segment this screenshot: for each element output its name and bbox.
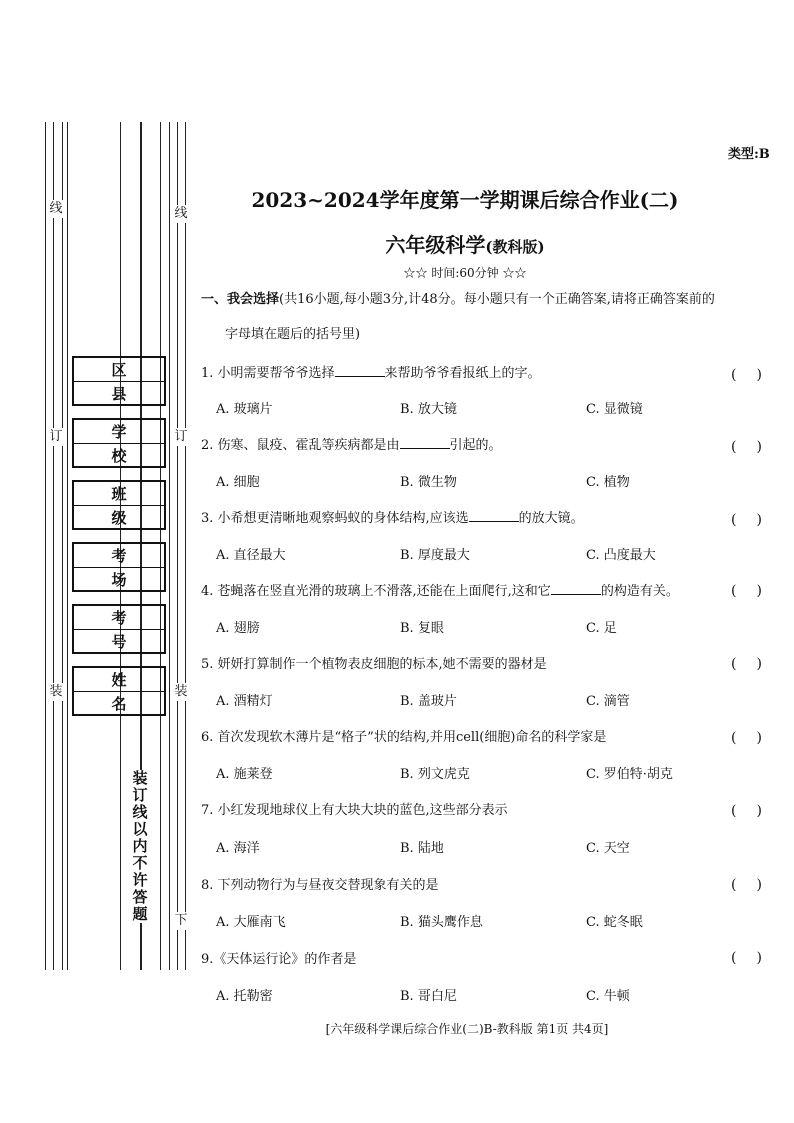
question-text: 1. 小明需要帮爷爷选择 — [201, 366, 335, 381]
answer-paren[interactable]: () — [731, 367, 782, 383]
info-label-name: 姓名 — [74, 668, 164, 692]
question-2 — [201, 434, 502, 453]
question-9 — [201, 948, 356, 967]
option-b: B. 微生物 — [400, 475, 457, 490]
question-text: 3. 小希想更清晰地观察蚂蚁的身体结构,应该选 — [201, 511, 469, 526]
answer-blank[interactable] — [469, 509, 519, 522]
info-box-district[interactable] — [72, 356, 166, 406]
binding-line — [169, 122, 170, 970]
option-c: C. 植物 — [586, 475, 630, 490]
page-title: 2023~2024学年度第一学期课后综合作业(二) — [251, 188, 679, 212]
instruction-text-cont: 字母填在题后的括号里) — [225, 327, 361, 342]
info-label-district: 区县 — [74, 358, 164, 382]
type-tag: 类型:B — [728, 147, 770, 162]
page-footer: [六年级科学课后综合作业(二)B-教科版 第1页 共4页] — [325, 1022, 609, 1036]
option-a: A. 托勒密 — [216, 989, 273, 1004]
option-c: C. 蛇冬眠 — [586, 915, 643, 930]
subject-title — [200, 229, 730, 258]
option-b: B. 复眼 — [400, 621, 444, 636]
binding-line — [185, 122, 186, 970]
binding-line — [62, 122, 63, 970]
question-8 — [201, 874, 439, 893]
option-a: A. 直径最大 — [216, 548, 286, 563]
option-c: C. 罗伯特·胡克 — [586, 767, 673, 782]
binding-mark-xian: 线 — [49, 201, 63, 216]
binding-mark-xia: 下 — [174, 913, 188, 928]
instruction-text: (共16小题,每小题3分,计48分。每小题只有一个正确答案,请将正确答案前的 — [279, 292, 715, 307]
option-b: B. 列文虎克 — [400, 767, 470, 782]
question-text: 的放大镜。 — [518, 511, 584, 526]
option-c: C. 滴管 — [586, 694, 630, 709]
answer-blank[interactable] — [335, 364, 385, 377]
option-c: C. 凸度最大 — [586, 548, 656, 563]
question-text: 5. 妍妍打算制作一个植物表皮细胞的标本,她不需要的器材是 — [201, 657, 547, 672]
answer-paren[interactable]: () — [731, 656, 782, 672]
binding-mark-ding: 订 — [49, 429, 63, 444]
question-text: 7. 小红发现地球仪上有大块大块的蓝色,这些部分表示 — [201, 803, 508, 818]
option-c: C. 天空 — [586, 841, 630, 856]
info-box-exam-room[interactable] — [72, 542, 166, 592]
info-box-exam-number[interactable] — [72, 604, 166, 654]
option-c: C. 牛顿 — [586, 989, 630, 1004]
option-b: B. 猫头鹰作息 — [400, 915, 483, 930]
question-text: 9.《天体运行论》的作者是 — [201, 952, 357, 967]
answer-paren[interactable]: () — [731, 730, 782, 746]
question-3 — [201, 507, 584, 526]
question-text: 的构造有关。 — [600, 584, 679, 599]
question-7 — [201, 799, 508, 818]
info-box-school[interactable] — [72, 418, 166, 468]
question-4 — [201, 580, 679, 599]
answer-blank[interactable] — [551, 582, 601, 595]
question-6 — [201, 726, 606, 745]
question-text: 6. 首次发现软木薄片是“格子”状的结构,并用cell(细胞)命名的科学家是 — [201, 730, 607, 745]
option-a: A. 细胞 — [216, 475, 260, 490]
answer-paren[interactable]: () — [731, 439, 782, 455]
info-box-name[interactable] — [72, 666, 166, 716]
section-heading: 一、我会选择 — [201, 292, 280, 307]
option-b: B. 盖玻片 — [400, 694, 457, 709]
option-a: A. 酒精灯 — [216, 694, 273, 709]
question-5 — [201, 653, 547, 672]
option-a: A. 大雁南飞 — [216, 915, 286, 930]
question-text: 2. 伤寒、鼠疫、霍乱等疾病都是由 — [201, 438, 400, 453]
option-a: A. 玻璃片 — [216, 402, 273, 417]
option-a: A. 海洋 — [216, 841, 260, 856]
answer-blank[interactable] — [400, 436, 450, 449]
option-b: B. 哥白尼 — [400, 989, 457, 1004]
question-text: 引起的。 — [449, 438, 502, 453]
subject-edition: (教科版) — [485, 238, 545, 256]
info-label-school: 学校 — [74, 420, 164, 444]
binding-notice: 装订线以内不许答题 — [129, 770, 151, 923]
option-a: A. 翅膀 — [216, 621, 260, 636]
question-1 — [201, 362, 541, 381]
binding-line — [45, 122, 46, 970]
binding-mark-xian: 线 — [174, 206, 188, 221]
section-instruction — [201, 288, 786, 307]
binding-mark-ding: 订 — [174, 429, 188, 444]
option-c: C. 显微镜 — [586, 402, 643, 417]
time-info: ☆☆ 时间:60分钟 ☆☆ — [403, 266, 527, 280]
option-b: B. 厚度最大 — [400, 548, 470, 563]
binding-line — [53, 122, 54, 970]
question-text: 来帮助爷爷看报纸上的字。 — [384, 366, 541, 381]
answer-paren[interactable]: () — [731, 877, 782, 893]
option-b: B. 陆地 — [400, 841, 444, 856]
answer-paren[interactable]: () — [731, 803, 782, 819]
answer-paren[interactable]: () — [731, 512, 782, 528]
option-a: A. 施莱登 — [216, 767, 273, 782]
question-text: 8. 下列动物行为与昼夜交替现象有关的是 — [201, 878, 439, 893]
info-label-class: 班级 — [74, 482, 164, 506]
binding-line — [67, 122, 68, 970]
answer-paren[interactable]: () — [731, 583, 782, 599]
binding-mark-zhuang: 装 — [49, 684, 63, 699]
binding-line — [177, 122, 178, 970]
subject-name: 六年级科学 — [385, 233, 486, 257]
info-box-class[interactable] — [72, 480, 166, 530]
question-text: 4. 苍蝇落在竖直光滑的玻璃上不滑落,还能在上面爬行,这和它 — [201, 584, 551, 599]
option-b: B. 放大镜 — [400, 402, 457, 417]
binding-mark-zhuang: 装 — [174, 684, 188, 699]
info-label-exam-room: 考场 — [74, 544, 164, 568]
answer-paren[interactable]: () — [731, 950, 782, 966]
info-label-exam-number: 考号 — [74, 606, 164, 630]
option-c: C. 足 — [586, 621, 617, 636]
